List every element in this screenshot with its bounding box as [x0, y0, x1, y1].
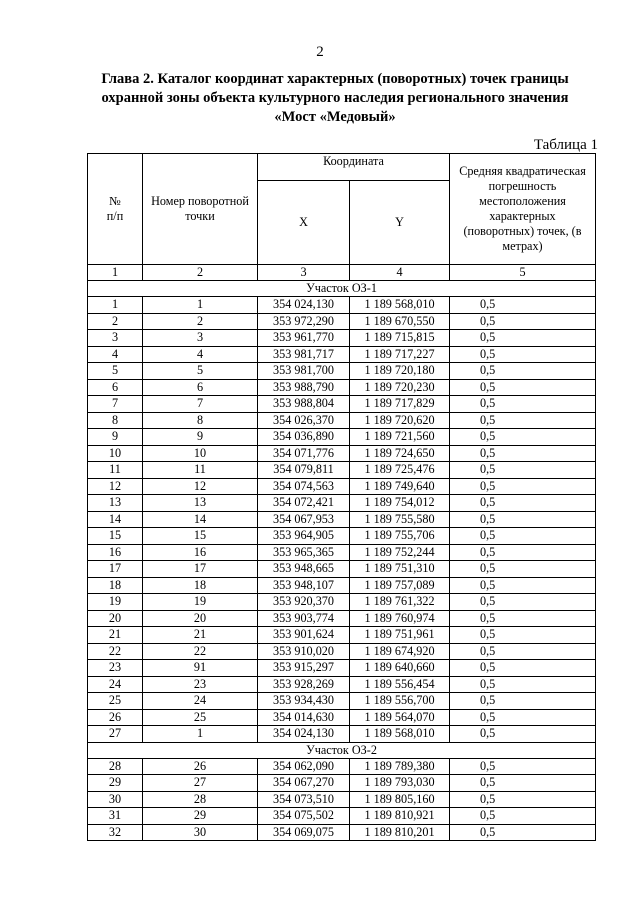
table-row [88, 445, 596, 462]
cell-error: 0,5 [450, 330, 596, 347]
cell-y: 1 189 556,700 [350, 693, 450, 710]
page-number: 2 [316, 44, 324, 60]
cell-error: 0,5 [450, 528, 596, 545]
cell-y: 1 189 749,640 [350, 478, 450, 495]
table-row [88, 561, 596, 578]
cell-error: 0,5 [450, 544, 596, 561]
cell-x: 354 074,563 [258, 478, 350, 495]
cell-y: 1 189 805,160 [350, 791, 450, 808]
table-row [88, 676, 596, 693]
cell-y: 1 189 556,454 [350, 676, 450, 693]
column-number-1: 1 [88, 265, 143, 281]
cell-y: 1 189 761,322 [350, 594, 450, 611]
cell-num: 2 [88, 313, 143, 330]
cell-point: 7 [143, 396, 258, 413]
cell-x: 353 961,770 [258, 330, 350, 347]
column-number-row [88, 265, 596, 281]
cell-x: 353 928,269 [258, 676, 350, 693]
cell-y: 1 189 640,660 [350, 660, 450, 677]
cell-x: 354 079,811 [258, 462, 350, 479]
cell-x: 354 075,502 [258, 808, 350, 825]
header-num [88, 154, 143, 265]
table-row [88, 495, 596, 512]
cell-point: 29 [143, 808, 258, 825]
header-num-symbol: № [109, 194, 121, 208]
cell-y: 1 189 721,560 [350, 429, 450, 446]
header-y: Y [350, 181, 450, 265]
cell-num: 4 [88, 346, 143, 363]
cell-x: 353 915,297 [258, 660, 350, 677]
cell-point: 3 [143, 330, 258, 347]
cell-error: 0,5 [450, 511, 596, 528]
cell-num: 5 [88, 363, 143, 380]
cell-y: 1 189 568,010 [350, 726, 450, 743]
cell-error: 0,5 [450, 726, 596, 743]
cell-num: 32 [88, 824, 143, 841]
cell-error: 0,5 [450, 478, 596, 495]
header-x: X [258, 181, 350, 265]
cell-point: 13 [143, 495, 258, 512]
cell-y: 1 189 757,089 [350, 577, 450, 594]
table-row [88, 313, 596, 330]
table-row [88, 297, 596, 314]
table-row [88, 429, 596, 446]
cell-error: 0,5 [450, 676, 596, 693]
table-row [88, 775, 596, 792]
cell-x: 354 067,270 [258, 775, 350, 792]
column-number-5: 5 [450, 265, 596, 281]
cell-point: 18 [143, 577, 258, 594]
cell-x: 354 036,890 [258, 429, 350, 446]
header-point-number: Номер поворотной точки [143, 154, 258, 265]
table-row [88, 396, 596, 413]
cell-x: 353 964,905 [258, 528, 350, 545]
cell-error: 0,5 [450, 610, 596, 627]
table-row [88, 808, 596, 825]
table-row [88, 758, 596, 775]
cell-x: 353 981,717 [258, 346, 350, 363]
cell-error: 0,5 [450, 313, 596, 330]
cell-y: 1 189 564,070 [350, 709, 450, 726]
cell-error: 0,5 [450, 660, 596, 677]
cell-x: 353 910,020 [258, 643, 350, 660]
cell-point: 10 [143, 445, 258, 462]
section-title: Участок ОЗ-1 [88, 281, 596, 297]
cell-num: 7 [88, 396, 143, 413]
table-row [88, 643, 596, 660]
header-coordinate: Координата [258, 154, 450, 181]
cell-error: 0,5 [450, 346, 596, 363]
cell-x: 353 988,790 [258, 379, 350, 396]
cell-x: 353 934,430 [258, 693, 350, 710]
table-row [88, 379, 596, 396]
cell-num: 10 [88, 445, 143, 462]
table-row [88, 363, 596, 380]
cell-point: 8 [143, 412, 258, 429]
section-title: Участок ОЗ-2 [88, 742, 596, 758]
table-row [88, 627, 596, 644]
cell-x: 353 965,365 [258, 544, 350, 561]
header-error: Средняя квадратическая погрешность местоположения характерных (поворотных) точек, (в метрах) [450, 154, 596, 265]
cell-num: 17 [88, 561, 143, 578]
table-row [88, 528, 596, 545]
cell-y: 1 189 789,380 [350, 758, 450, 775]
cell-num: 16 [88, 544, 143, 561]
cell-error: 0,5 [450, 627, 596, 644]
cell-num: 3 [88, 330, 143, 347]
cell-error: 0,5 [450, 594, 596, 611]
cell-num: 31 [88, 808, 143, 825]
cell-point: 2 [143, 313, 258, 330]
cell-num: 15 [88, 528, 143, 545]
cell-point: 24 [143, 693, 258, 710]
cell-num: 13 [88, 495, 143, 512]
cell-x: 353 948,107 [258, 577, 350, 594]
cell-x: 353 903,774 [258, 610, 350, 627]
cell-y: 1 189 793,030 [350, 775, 450, 792]
column-number-4: 4 [350, 265, 450, 281]
cell-point: 14 [143, 511, 258, 528]
cell-point: 26 [143, 758, 258, 775]
cell-y: 1 189 715,815 [350, 330, 450, 347]
cell-point: 15 [143, 528, 258, 545]
cell-y: 1 189 670,550 [350, 313, 450, 330]
cell-y: 1 189 674,920 [350, 643, 450, 660]
cell-point: 91 [143, 660, 258, 677]
cell-y: 1 189 720,180 [350, 363, 450, 380]
cell-error: 0,5 [450, 561, 596, 578]
cell-point: 5 [143, 363, 258, 380]
cell-num: 24 [88, 676, 143, 693]
cell-y: 1 189 725,476 [350, 462, 450, 479]
cell-error: 0,5 [450, 709, 596, 726]
table-body [88, 265, 596, 841]
table-row [88, 462, 596, 479]
table-row [88, 726, 596, 743]
table-row [88, 511, 596, 528]
cell-x: 353 981,700 [258, 363, 350, 380]
table-row [88, 412, 596, 429]
cell-point: 1 [143, 297, 258, 314]
cell-x: 353 901,624 [258, 627, 350, 644]
cell-num: 22 [88, 643, 143, 660]
cell-num: 29 [88, 775, 143, 792]
table-row [88, 544, 596, 561]
cell-error: 0,5 [450, 643, 596, 660]
cell-y: 1 189 755,706 [350, 528, 450, 545]
header-num-pp: п/п [106, 209, 124, 223]
cell-x: 354 072,421 [258, 495, 350, 512]
cell-x: 353 948,665 [258, 561, 350, 578]
table-row [88, 610, 596, 627]
cell-point: 12 [143, 478, 258, 495]
cell-point: 22 [143, 643, 258, 660]
cell-error: 0,5 [450, 363, 596, 380]
cell-x: 354 071,776 [258, 445, 350, 462]
table-row [88, 824, 596, 841]
cell-y: 1 189 752,244 [350, 544, 450, 561]
cell-num: 6 [88, 379, 143, 396]
cell-y: 1 189 720,230 [350, 379, 450, 396]
cell-num: 19 [88, 594, 143, 611]
cell-error: 0,5 [450, 824, 596, 841]
cell-error: 0,5 [450, 808, 596, 825]
cell-x: 354 024,130 [258, 726, 350, 743]
cell-point: 4 [143, 346, 258, 363]
table-caption: Таблица 1 [533, 137, 598, 153]
cell-num: 30 [88, 791, 143, 808]
cell-y: 1 189 760,974 [350, 610, 450, 627]
cell-num: 25 [88, 693, 143, 710]
cell-point: 27 [143, 775, 258, 792]
cell-num: 20 [88, 610, 143, 627]
heading-line-2: охранной зоны объекта культурного наследия регионального значения [101, 90, 569, 106]
header-row-1 [88, 154, 596, 181]
cell-point: 28 [143, 791, 258, 808]
cell-x: 354 069,075 [258, 824, 350, 841]
table-row [88, 594, 596, 611]
cell-point: 17 [143, 561, 258, 578]
cell-y: 1 189 717,227 [350, 346, 450, 363]
cell-num: 21 [88, 627, 143, 644]
cell-error: 0,5 [450, 462, 596, 479]
cell-error: 0,5 [450, 577, 596, 594]
table-row [88, 330, 596, 347]
cell-num: 11 [88, 462, 143, 479]
cell-point: 11 [143, 462, 258, 479]
cell-point: 20 [143, 610, 258, 627]
cell-y: 1 189 724,650 [350, 445, 450, 462]
cell-x: 354 026,370 [258, 412, 350, 429]
section-row [88, 742, 596, 758]
table-row [88, 660, 596, 677]
cell-error: 0,5 [450, 412, 596, 429]
cell-error: 0,5 [450, 429, 596, 446]
cell-num: 14 [88, 511, 143, 528]
table-row [88, 346, 596, 363]
cell-point: 1 [143, 726, 258, 743]
cell-num: 28 [88, 758, 143, 775]
cell-x: 354 024,130 [258, 297, 350, 314]
cell-point: 30 [143, 824, 258, 841]
cell-x: 354 062,090 [258, 758, 350, 775]
cell-point: 19 [143, 594, 258, 611]
cell-num: 23 [88, 660, 143, 677]
cell-num: 9 [88, 429, 143, 446]
cell-x: 353 972,290 [258, 313, 350, 330]
cell-num: 12 [88, 478, 143, 495]
cell-error: 0,5 [450, 495, 596, 512]
cell-num: 18 [88, 577, 143, 594]
cell-y: 1 189 720,620 [350, 412, 450, 429]
cell-error: 0,5 [450, 693, 596, 710]
cell-x: 354 014,630 [258, 709, 350, 726]
cell-error: 0,5 [450, 297, 596, 314]
cell-y: 1 189 810,921 [350, 808, 450, 825]
cell-x: 353 988,804 [258, 396, 350, 413]
column-number-2: 2 [143, 265, 258, 281]
table-row [88, 478, 596, 495]
cell-y: 1 189 755,580 [350, 511, 450, 528]
cell-point: 23 [143, 676, 258, 693]
cell-error: 0,5 [450, 775, 596, 792]
table-row [88, 791, 596, 808]
cell-error: 0,5 [450, 791, 596, 808]
cell-y: 1 189 754,012 [350, 495, 450, 512]
table-row [88, 577, 596, 594]
cell-y: 1 189 717,829 [350, 396, 450, 413]
cell-y: 1 189 751,310 [350, 561, 450, 578]
cell-point: 9 [143, 429, 258, 446]
cell-point: 6 [143, 379, 258, 396]
cell-point: 25 [143, 709, 258, 726]
chapter-heading [70, 70, 600, 127]
cell-y: 1 189 810,201 [350, 824, 450, 841]
cell-num: 27 [88, 726, 143, 743]
cell-error: 0,5 [450, 396, 596, 413]
cell-point: 21 [143, 627, 258, 644]
cell-num: 26 [88, 709, 143, 726]
cell-error: 0,5 [450, 445, 596, 462]
cell-y: 1 189 751,961 [350, 627, 450, 644]
cell-x: 353 920,370 [258, 594, 350, 611]
heading-line-3: «Мост «Медовый» [274, 109, 396, 125]
cell-y: 1 189 568,010 [350, 297, 450, 314]
cell-x: 354 067,953 [258, 511, 350, 528]
coordinates-table [87, 153, 596, 841]
section-row [88, 281, 596, 297]
heading-line-1: Глава 2. Каталог координат характерных (поворотных) точек границы [101, 71, 569, 87]
column-number-3: 3 [258, 265, 350, 281]
cell-num: 1 [88, 297, 143, 314]
cell-point: 16 [143, 544, 258, 561]
table-row [88, 693, 596, 710]
cell-error: 0,5 [450, 379, 596, 396]
cell-error: 0,5 [450, 758, 596, 775]
cell-x: 354 073,510 [258, 791, 350, 808]
cell-num: 8 [88, 412, 143, 429]
table-row [88, 709, 596, 726]
